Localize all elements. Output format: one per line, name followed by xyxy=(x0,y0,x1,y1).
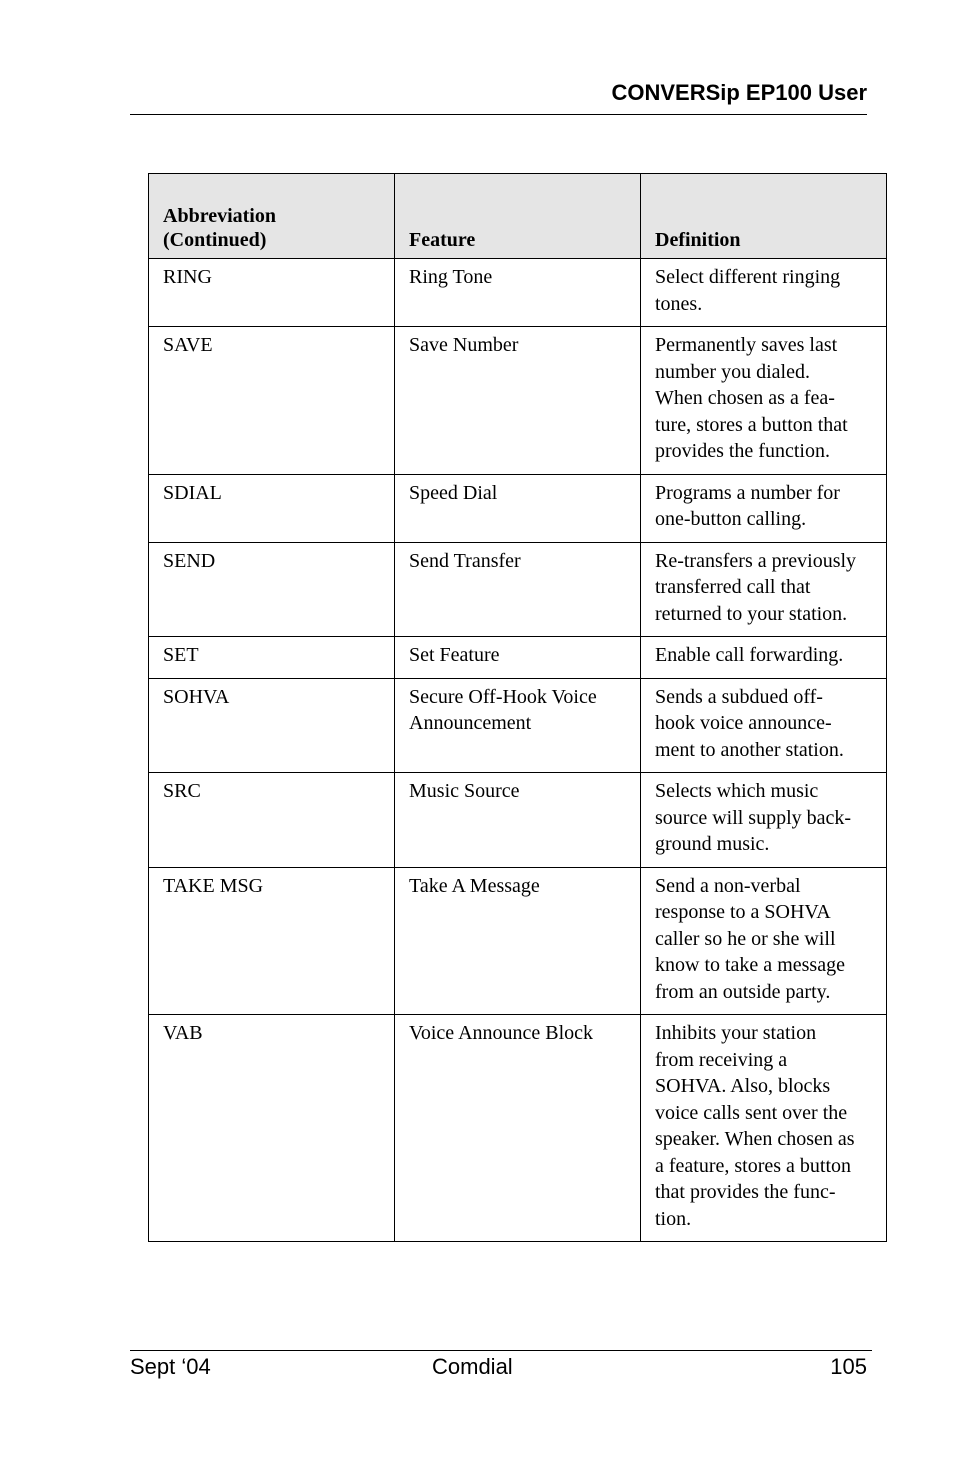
abbreviation-cell: SET xyxy=(149,637,395,679)
definition-cell: Programs a number for one-button calling. xyxy=(641,474,887,542)
abbreviation-table xyxy=(148,173,887,1242)
abbreviation-cell: SAVE xyxy=(149,327,395,475)
feature-cell: Secure Off-Hook Voice Announcement xyxy=(395,678,641,773)
definition-cell: Permanently saves last number you dialed. When chosen as a fea- ture, stores a button that provides the function. xyxy=(641,327,887,475)
abbreviation-cell: SEND xyxy=(149,542,395,637)
footer-divider xyxy=(130,1350,872,1351)
column-header-feature: Feature xyxy=(395,174,641,259)
footer-publisher: Comdial xyxy=(432,1354,513,1379)
abbreviation-cell: RING xyxy=(149,259,395,327)
abbreviation-cell: SOHVA xyxy=(149,678,395,773)
feature-cell: Voice Announce Block xyxy=(395,1015,641,1242)
table-row xyxy=(149,1015,887,1242)
table-row xyxy=(149,867,887,1015)
abbreviation-cell: TAKE MSG xyxy=(149,867,395,1015)
table-row xyxy=(149,637,887,679)
definition-cell: Select different ringing tones. xyxy=(641,259,887,327)
definition-cell: Enable call forwarding. xyxy=(641,637,887,679)
page-header-title: CONVERSip EP100 User xyxy=(611,80,867,105)
definition-cell: Sends a subdued off- hook voice announce- ment to another station. xyxy=(641,678,887,773)
table-row xyxy=(149,259,887,327)
table-body xyxy=(149,259,887,1242)
definition-cell: Selects which music source will supply back- ground music. xyxy=(641,773,887,868)
page-number: 105 xyxy=(830,1354,867,1379)
header-divider xyxy=(130,114,867,115)
table-row xyxy=(149,327,887,475)
feature-cell: Ring Tone xyxy=(395,259,641,327)
feature-cell: Set Feature xyxy=(395,637,641,679)
table-row xyxy=(149,773,887,868)
abbreviation-cell: SDIAL xyxy=(149,474,395,542)
column-header-definition: Definition xyxy=(641,174,887,259)
table-row xyxy=(149,474,887,542)
feature-cell: Speed Dial xyxy=(395,474,641,542)
definition-cell: Inhibits your station from receiving a SOHVA. Also, blocks voice calls sent over the speaker. When chosen as a feature, stores a button that provides the func- tion. xyxy=(641,1015,887,1242)
feature-cell: Music Source xyxy=(395,773,641,868)
abbreviation-cell: VAB xyxy=(149,1015,395,1242)
feature-cell: Send Transfer xyxy=(395,542,641,637)
column-header-abbreviation: Abbreviation (Continued) xyxy=(149,174,395,259)
table-row xyxy=(149,678,887,773)
definition-cell: Send a non-verbal response to a SOHVA caller so he or she will know to take a message from an outside party. xyxy=(641,867,887,1015)
feature-cell: Save Number xyxy=(395,327,641,475)
table-row xyxy=(149,542,887,637)
footer-date: Sept ‘04 xyxy=(130,1354,211,1379)
table-header-row xyxy=(149,174,887,259)
definition-cell: Re-transfers a previously transferred call that returned to your station. xyxy=(641,542,887,637)
feature-cell: Take A Message xyxy=(395,867,641,1015)
table-header xyxy=(149,174,887,259)
abbreviation-cell: SRC xyxy=(149,773,395,868)
